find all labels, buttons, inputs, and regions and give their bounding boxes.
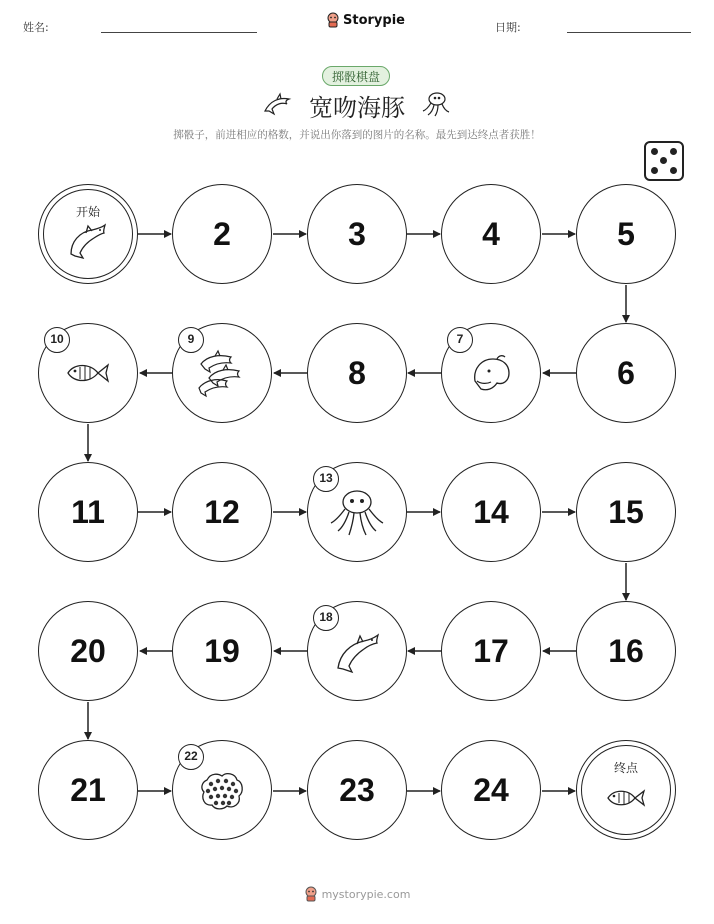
fish-icon — [604, 785, 648, 811]
square-11 — [38, 462, 138, 562]
dolphin-head-icon — [467, 351, 515, 395]
square-18 — [307, 601, 407, 701]
square-number: 14 — [473, 493, 509, 530]
square-number: 3 — [348, 215, 366, 252]
square-number: 16 — [608, 632, 644, 669]
squid-icon — [329, 487, 385, 537]
square-number-badge: 22 — [178, 744, 204, 770]
game-type-badge: 掷骰棋盘 — [322, 66, 390, 86]
square-6 — [576, 323, 676, 423]
square-9 — [172, 323, 272, 423]
square-10 — [38, 323, 138, 423]
square-5 — [576, 184, 676, 284]
end-square — [576, 740, 676, 840]
square-number: 4 — [482, 215, 500, 252]
square-number: 23 — [339, 771, 375, 808]
page-title: 宽吻海豚 — [309, 94, 405, 122]
date-label: 日期: — [495, 21, 521, 34]
storypie-mascot-icon — [304, 886, 318, 902]
square-24 — [441, 740, 541, 840]
square-number-badge: 10 — [44, 327, 70, 353]
square-number: 24 — [473, 771, 509, 808]
square-number: 15 — [608, 493, 644, 530]
square-12 — [172, 462, 272, 562]
dolphin-pod-icon — [195, 348, 249, 398]
square-13 — [307, 462, 407, 562]
name-label: 姓名: — [23, 21, 49, 34]
fish-eggs-icon — [199, 770, 245, 810]
square-20 — [38, 601, 138, 701]
footer-url[interactable]: mystorypie.com — [321, 887, 411, 901]
square-number: 20 — [70, 632, 106, 669]
square-number: 19 — [204, 632, 240, 669]
square-7 — [441, 323, 541, 423]
square-number: 11 — [71, 493, 105, 530]
start-square — [38, 184, 138, 284]
instructions: 掷骰子，前进相应的格数，并说出你落到的图片的名称。最先到达终点者获胜！ — [173, 129, 541, 141]
square-14 — [441, 462, 541, 562]
square-number: 6 — [617, 354, 635, 391]
end-label: 终点 — [613, 761, 638, 775]
square-4 — [441, 184, 541, 284]
square-number: 21 — [70, 771, 106, 808]
square-number-badge: 13 — [313, 466, 339, 492]
square-21 — [38, 740, 138, 840]
square-23 — [307, 740, 407, 840]
square-3 — [307, 184, 407, 284]
square-number: 8 — [348, 354, 366, 391]
square-number: 12 — [204, 493, 240, 530]
square-2 — [172, 184, 272, 284]
fish-icon — [64, 358, 112, 388]
square-15 — [576, 462, 676, 562]
footer — [0, 886, 714, 902]
start-label: 开始 — [75, 205, 100, 219]
square-number: 5 — [617, 215, 635, 252]
square-16 — [576, 601, 676, 701]
dolphin-icon — [65, 220, 111, 260]
square-number: 2 — [213, 215, 231, 252]
square-number-badge: 18 — [313, 605, 339, 631]
square-19 — [172, 601, 272, 701]
dolphin-icon — [332, 628, 382, 674]
square-number-badge: 9 — [178, 327, 204, 353]
square-22 — [172, 740, 272, 840]
square-number: 17 — [473, 632, 509, 669]
square-17 — [441, 601, 541, 701]
square-number-badge: 7 — [447, 327, 473, 353]
square-8 — [307, 323, 407, 423]
brand-name: Storypie — [343, 12, 405, 28]
